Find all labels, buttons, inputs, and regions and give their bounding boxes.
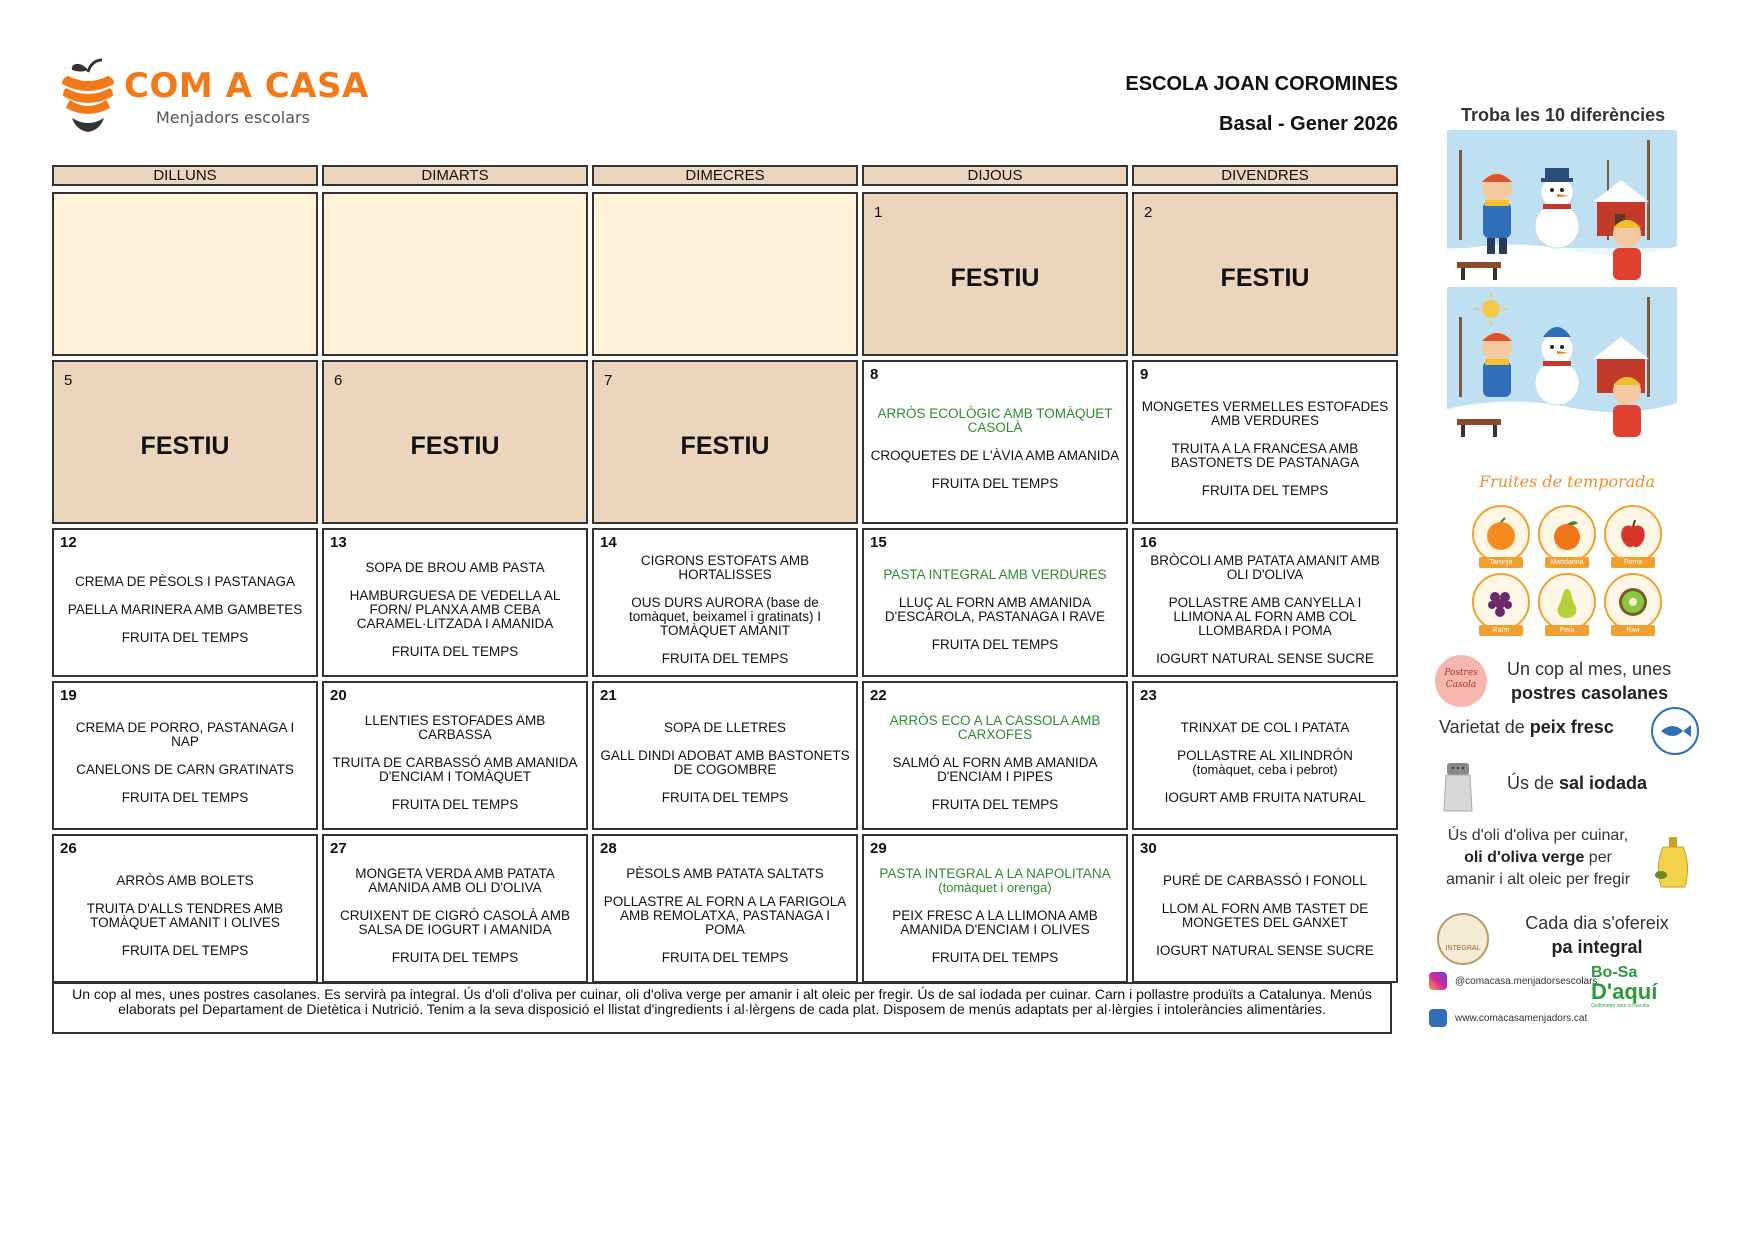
day-number: 15 [870,534,887,551]
winter-scene-image-2 [1447,287,1677,455]
second-course [1140,442,1390,470]
day-number: 20 [330,687,347,704]
instagram-icon [1429,972,1447,990]
dish-text: FRUITA DEL TEMPS [661,650,789,666]
dish-text: FRUITA DEL TEMPS [121,789,249,805]
day-cell-27 [322,834,588,983]
dish-text: FRUITA DEL TEMPS [661,789,789,805]
pear-fruit: Pera [1538,573,1596,639]
day-cell-8 [862,360,1128,524]
dessert [662,652,789,666]
orange-fruit-icon [58,58,118,136]
day-cell-15 [862,528,1128,677]
dish-text: LLOM AL FORN AMB TASTET DE MONGETES DEL GANXET [1161,900,1369,930]
dessert [122,791,249,805]
dish-text: ARRÒS AMB BOLETS [116,872,254,888]
day-cell-20 [322,681,588,830]
dish-text: FRUITA DEL TEMPS [1201,483,1329,498]
dish-text: TRUITA D'ALLS TENDRES AMB TOMÀQUET AMANIT I OLIVES [86,900,284,930]
dish-text: SOPA DE LLETRES [663,719,787,735]
apple-icon [1614,515,1652,553]
dish-text: HAMBURGUESA DE VEDELLA AL FORN/ PLANXA AMB CEBA CARAMEL·LITZADA I AMANIDA [349,587,561,631]
instagram-handle[interactable]: @comacasa.menjadorsescolars [1455,976,1598,987]
first-course [330,714,580,742]
dish-note: (tomàquet, ceba i pebrot) [1192,761,1338,777]
dish-text: POLLASTRE AL XILINDRÓN [1177,747,1353,763]
day-number: 14 [600,534,617,551]
day-header-dimarts: DIMARTS [322,165,588,186]
second-course [870,756,1120,784]
dish-text: OUS DURS AURORA (base de tomàquet, beixamel i gratinats) I TOMÀQUET AMANIT [628,594,822,638]
holiday-label: FESTIU [950,263,1040,292]
pear-icon [1548,583,1586,621]
day-cell-19 [52,681,318,830]
day-number: 19 [60,687,77,704]
dish-text: PASTA INTEGRAL AMB VERDURES [883,566,1107,582]
grape-fruit: Raïm [1472,573,1530,639]
day-number: 27 [330,840,347,857]
dish-text: FRUITA DEL TEMPS [391,643,519,659]
first-course [600,554,850,582]
second-course [871,449,1120,463]
homemade-dessert-badge: Postres Casola [1435,655,1487,707]
second-course [1140,902,1390,930]
dish-text: FRUITA DEL TEMPS [391,796,519,812]
day-cell-23 [1132,681,1398,830]
homemade-dessert-text: Un cop al mes, unes postres casolanes [1507,659,1672,703]
dish-text: MONGETES VERMELLES ESTOFADES AMB VERDURES [1141,399,1389,428]
second-course [600,895,850,937]
holiday-label: FESTIU [680,431,770,460]
dish-text: FRUITA DEL TEMPS [931,949,1059,965]
day-cell-9 [1132,360,1398,524]
tangerine-icon [1548,515,1586,553]
day-number: 13 [330,534,347,551]
first-course [870,714,1120,742]
day-number: 23 [1140,687,1157,704]
grape-icon [1482,583,1520,621]
dish-text: CREMA DE PÈSOLS I PASTANAGA [74,573,296,589]
day-header-dimecres: DIMECRES [592,165,858,186]
second-course [870,909,1120,937]
brand-subtitle: Menjadors escolars [156,108,310,127]
empty-day-cell [592,192,858,356]
brand-logo [58,58,369,138]
dish-text: SALMÓ AL FORN AMB AMANIDA D'ENCIAM I PIPES [892,754,1098,784]
dish-text: TRINXAT DE COL I PATATA [1180,719,1350,735]
dessert [392,798,519,812]
first-course [365,561,544,575]
empty-day-cell [322,192,588,356]
dish-text: PEIX FRESC A LA LLIMONA AMB AMANIDA D'ENCIAM I OLIVES [892,907,1098,937]
day-number: 7 [604,372,613,389]
iodized-salt-text: Ús de sal iodada [1507,773,1648,793]
dish-text: SOPA DE BROU AMB PASTA [365,559,545,575]
day-number: 29 [870,840,887,857]
day-cell-29 [862,834,1128,983]
day-number: 30 [1140,840,1157,857]
day-cell-16 [1132,528,1398,677]
day-number: 21 [600,687,617,704]
dish-text: POLLASTRE AMB CANYELLA I LLIMONA AL FORN AMB COL LLOMBARDA I POMA [1168,594,1362,638]
olive-oil-bottle-icon [1651,835,1695,891]
day-cell-6 [322,360,588,524]
olive-oil-text: Ús d'oli d'oliva per cuinar, oli d'oliva verge per amanir i alt oleic per fregir [1445,827,1631,888]
brand-title: COM A CASA [124,66,369,106]
dessert [662,951,789,965]
dessert [1156,652,1374,666]
fish-icon [1653,709,1697,753]
first-course [116,874,253,888]
dish-text: PAELLA MARINERA AMB GAMBETES [67,601,303,617]
day-number: 1 [874,204,883,221]
first-course [879,867,1110,895]
dish-text: IOGURT AMB FRUITA NATURAL [1164,789,1366,805]
first-course [1181,721,1350,735]
dish-text: PÈSOLS AMB PATATA SALTATS [626,865,824,881]
first-course [1163,874,1367,888]
web-icon [1429,1009,1447,1027]
second-course [1140,596,1390,638]
day-cell-22 [862,681,1128,830]
dish-text: BRÒCOLI AMB PATATA AMANIT AMB OLI D'OLIVA [1150,552,1380,582]
day-number: 16 [1140,534,1157,551]
day-cell-13 [322,528,588,677]
dessert [392,645,519,659]
holiday-label: FESTIU [410,431,500,460]
day-number: 12 [60,534,77,551]
dish-text: LLENTIES ESTOFADES AMB CARBASSA [364,712,546,742]
day-cell-7 [592,360,858,524]
day-number: 26 [60,840,77,857]
day-number: 5 [64,372,73,389]
dessert [1202,484,1329,498]
day-number: 9 [1140,366,1149,383]
empty-day-cell [52,192,318,356]
dish-text: CRUIXENT DE CIGRÓ CASOLÀ AMB SALSA DE IOGURT I AMANIDA [339,907,571,937]
fresh-fish-badge [1651,707,1699,755]
dessert [932,638,1059,652]
dish-text: TRUITA DE CARBASSÓ AMB AMANIDA D'ENCIAM I TOMÀQUET [332,754,578,784]
menu-footer-note: Un cop al mes, unes postres casolanes. Es servirà pa integral. Ús d'oli d'oliva per cuinar, oli d'oliva verge per amanir i alt oleic per fregir. Ús de sal iodada per cuinar. Carn i pollastre produïts a Catalunya. Menús elaborats pel Departament de Dietètica i Nutrició. Tenim a la seva disposició el llistat d'ingredients i al·lèrgens de cada plat. Disposem de menús adaptats per al·lèrgies i intoleràncies alimentàries. [52,982,1392,1034]
dish-text: FRUITA DEL TEMPS [391,949,519,965]
dish-text: CANELONS DE CARN GRATINATS [76,761,294,777]
day-cell-30 [1132,834,1398,983]
dish-text: MONGETA VERDA AMB PATATA AMANIDA AMB OLI D'OLIVA [355,865,555,895]
first-course [60,721,310,749]
kiwi-fruit: Kiwi [1604,573,1662,639]
dessert [662,791,789,805]
first-course [664,721,786,735]
dish-text: IOGURT NATURAL SENSE SUCRE [1156,942,1374,958]
day-cell-5 [52,360,318,524]
day-cell-14 [592,528,858,677]
dish-text: CIGRONS ESTOFATS AMB HORTALISSES [640,552,810,582]
dessert [1156,944,1374,958]
first-course [626,867,824,881]
holiday-label: FESTIU [140,431,230,460]
kiwi-icon [1614,583,1652,621]
dish-text: TRUITA A LA FRANCESA AMB BASTONETS DE PASTANAGA [1170,441,1360,470]
day-header-dijous: DIJOUS [862,165,1128,186]
dessert [932,798,1059,812]
dish-text: FRUITA DEL TEMPS [931,636,1059,652]
second-course [68,603,303,617]
second-course [330,909,580,937]
first-course [330,867,580,895]
second-course [870,596,1120,624]
fresh-fish-text: Varietat de peix fresc [1439,717,1614,737]
day-number: 22 [870,687,887,704]
day-number: 8 [870,366,879,383]
day-cell-21 [592,681,858,830]
day-cell-1 [862,192,1128,356]
day-cell-2 [1132,192,1398,356]
day-header-dilluns: DILLUNS [52,165,318,186]
day-cell-26 [52,834,318,983]
dish-text: FRUITA DEL TEMPS [931,476,1059,491]
day-number: 6 [334,372,343,389]
second-course [330,589,580,631]
dish-text: PASTA INTEGRAL A LA NAPOLITANA [879,865,1111,881]
apple-fruit: Poma [1604,505,1662,571]
holiday-label: FESTIU [1220,263,1310,292]
day-cell-28 [592,834,858,983]
first-course [1140,554,1390,582]
dessert [122,944,249,958]
dish-text: GALL DINDI ADOBAT AMB BASTONETS DE COGOMBRE [600,747,850,777]
school-name: ESCOLA JOAN COROMINES [1125,73,1398,95]
dish-note: (tomàquet i orenga) [938,879,1052,895]
dish-text: FRUITA DEL TEMPS [661,949,789,965]
dish-text: LLUÇ AL FORN AMB AMANIDA D'ESCAROLA, PASTANAGA I RAVE [884,594,1106,624]
second-course [600,596,850,638]
website-link[interactable]: www.comacasamenjadors.cat [1455,1013,1588,1024]
whole-bread-badge: INTEGRAL [1437,913,1489,965]
dish-text: FRUITA DEL TEMPS [121,942,249,958]
second-course [600,749,850,777]
dish-text: PURÉ DE CARBASSÓ I FONOLL [1162,872,1368,888]
salt-shaker-icon [1441,759,1475,815]
first-course [1140,400,1390,428]
second-course [76,763,294,777]
day-number: 28 [600,840,617,857]
dessert [932,477,1059,491]
orange-icon [1482,515,1520,553]
dish-text: CREMA DE PORRO, PASTANAGA I NAP [75,719,295,749]
dessert [392,951,519,965]
dish-text: CROQUETES DE L'ÀVIA AMB AMANIDA [870,448,1120,463]
dessert [1165,791,1366,805]
dessert [122,631,249,645]
orange-fruit: Taronja [1472,505,1530,571]
fruits-title: Fruites de temporada [1479,472,1656,491]
whole-bread-text: Cada dia s'ofereix pa integral [1525,913,1669,957]
dish-text: ARRÒS ECO A LA CASSOLA AMB CARXOFES [889,712,1101,742]
second-course [60,902,310,930]
second-course [330,756,580,784]
tangerine-fruit: Mandarina [1538,505,1596,571]
dessert [932,951,1059,965]
dish-text: ARRÒS ECOLÒGIC AMB TOMÀQUET CASOLÀ [877,406,1113,435]
game-title: Troba les 10 diferències [1461,105,1666,125]
day-header-divendres: DIVENDRES [1132,165,1398,186]
dish-text: POLLASTRE AL FORN A LA FARIGOLA AMB REMOLATXA, PASTANAGA I POMA [603,893,847,937]
first-course [75,575,295,589]
menu-period: Basal - Gener 2026 [1219,113,1398,135]
km0-partner-logo: Bo-Sa D'aquí Quilòmetre zero a l'Escola [1591,964,1658,1009]
dish-text: FRUITA DEL TEMPS [931,796,1059,812]
day-number: 2 [1144,204,1153,221]
first-course [870,407,1120,435]
dish-text: FRUITA DEL TEMPS [121,629,249,645]
day-cell-12 [52,528,318,677]
dish-text: IOGURT NATURAL SENSE SUCRE [1156,650,1374,666]
second-course [1177,749,1353,777]
first-course [883,568,1106,582]
winter-scene-image-1 [1447,130,1677,298]
